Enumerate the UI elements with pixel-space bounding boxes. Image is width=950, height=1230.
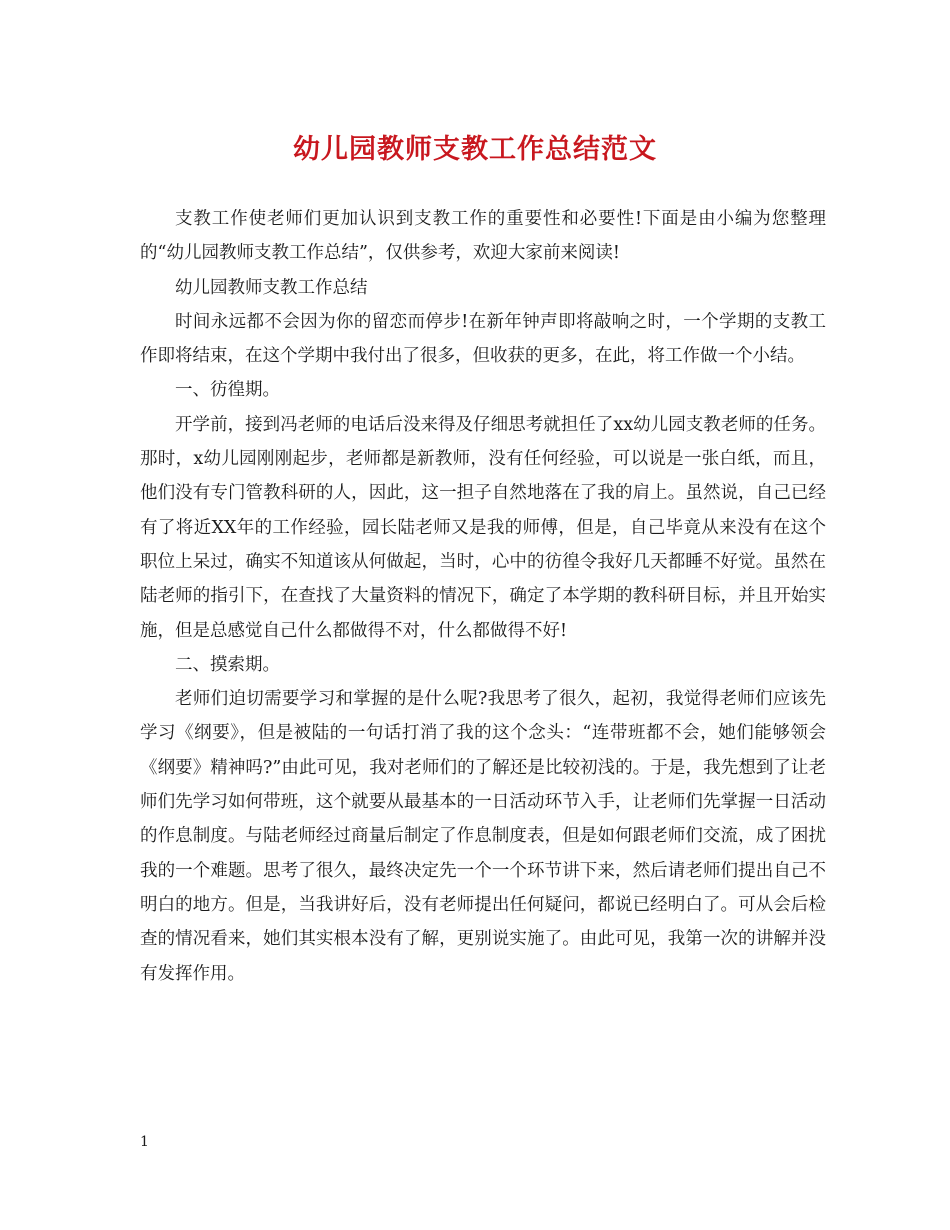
page-number: 1 xyxy=(140,1134,149,1150)
subsection-heading-1: 一、彷徨期。 xyxy=(175,380,280,401)
document-title: 幼儿园教师支教工作总结范文 xyxy=(293,134,657,165)
body-paragraph: 开学前，接到冯老师的电话后没来得及仔细思考就担任了xx幼儿园支教老师的任务。那时，x幼儿园刚刚起步，老师都是新教师，没有任何经验，可以说是一张白纸，而且，他们没有专门管教科研的人，因此，这一担子自然地落在了我的肩上。虽然说，自己已经有了将近XX年的工作经验，园长陆老师又是我的师傅，但是，自己毕竟从来没有在这个职位上呆过，确实不知道该从何做起，当时，心中的彷徨令我好几天都睡不好觉。虽然在陆老师的指引下，在查找了大量资料的情况下，确定了本学期的教科研目标，并且开始实施，但是总感觉自己什么都做得不对，什么都做得不好! xyxy=(140,414,826,641)
section-heading: 幼儿园教师支教工作总结 xyxy=(175,277,368,298)
body-paragraph: 时间永远都不会因为你的留恋而停步!在新年钟声即将敲响之时，一个学期的支教工作即将结束，在这个学期中我付出了很多，但收获的更多，在此，将工作做一个小结。 xyxy=(140,311,826,367)
subsection-heading-2: 二、摸索期。 xyxy=(175,654,280,675)
intro-paragraph: 支教工作使老师们更加认识到支教工作的重要性和必要性!下面是由小编为您整理的“幼儿园教师支教工作总结”，仅供参考，欢迎大家前来阅读! xyxy=(140,209,826,264)
document-body xyxy=(140,202,826,991)
body-paragraph: 老师们迫切需要学习和掌握的是什么呢?我思考了很久，起初，我觉得老师们应该先学习《纲要》，但是被陆的一句话打消了我的这个念头：“连带班都不会，她们能够领会《纲要》精神吗?”由此可见，我对老师们的了解还是比较初浅的。于是，我先想到了让老师们先学习如何带班，这个就要从最基本的一日活动环节入手，让老师们先掌握一日活动的作息制度。与陆老师经过商量后制定了作息制度表，但是如何跟老师们交流，成了困扰我的一个难题。思考了很久，最终决定先一个一个环节讲下来，然后请老师们提出自己不明白的地方。但是，当我讲好后，没有老师提出任何疑问，都说已经明白了。可从会后检查的情况看来，她们其实根本没有了解，更别说实施了。由此可见，我第一次的讲解并没有发挥作用。 xyxy=(140,689,826,984)
